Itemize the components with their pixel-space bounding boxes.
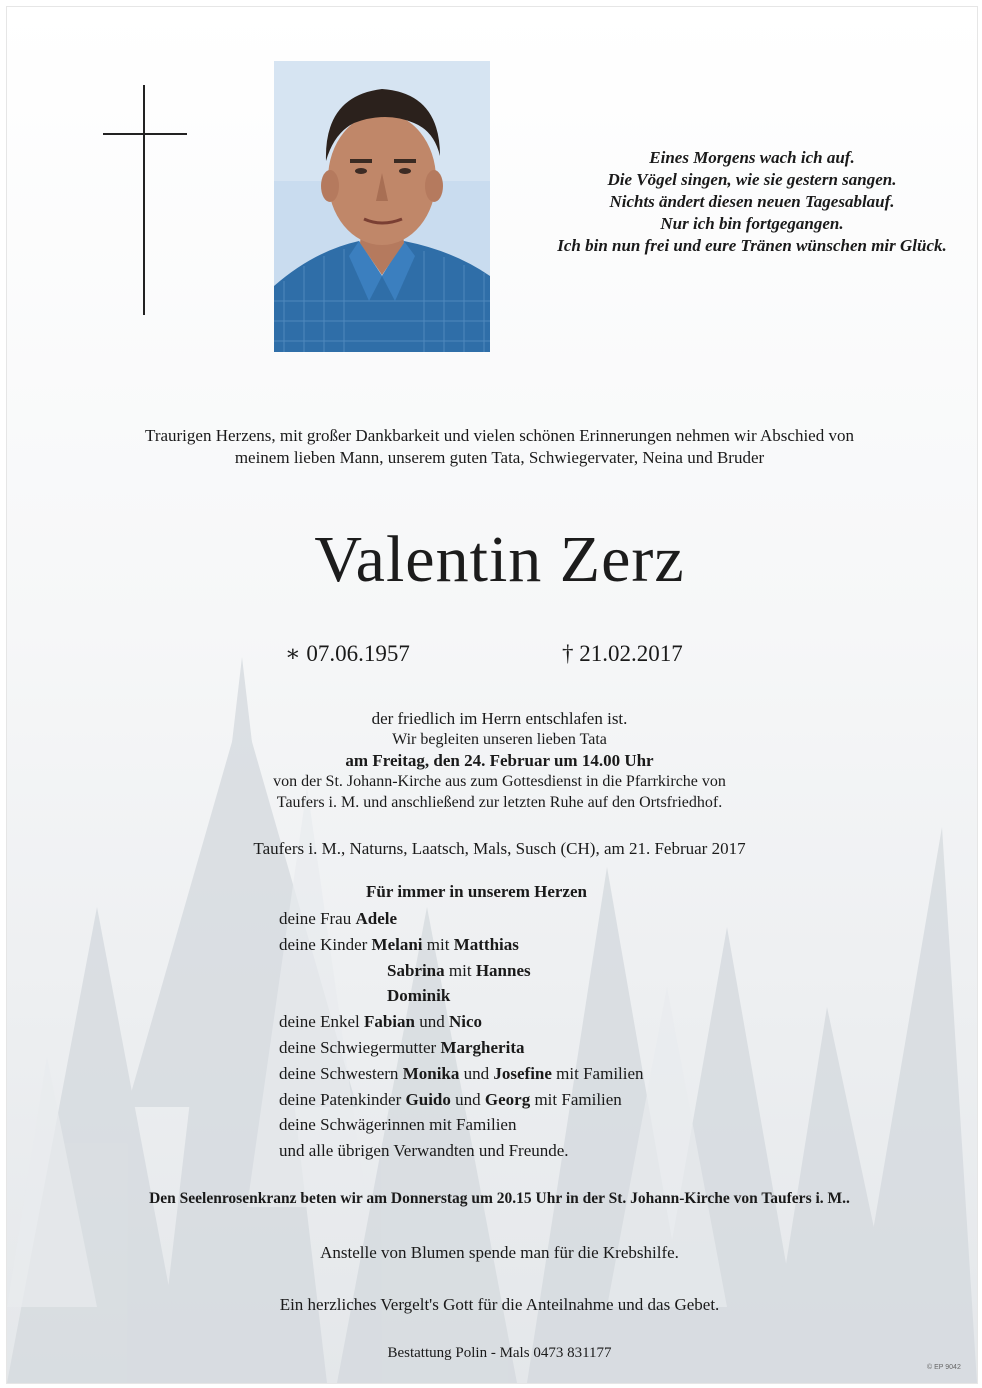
poem-line: Eines Morgens wach ich auf.	[649, 148, 855, 167]
mourner-text: mit	[422, 934, 454, 954]
mourner-text: deine Frau	[279, 909, 356, 928]
mourners-list	[279, 906, 644, 1164]
mourner-text: deine Schwägerinnen mit Familien	[279, 1115, 517, 1135]
mourner-text: und	[459, 1063, 494, 1083]
donation-notice: Anstelle von Blumen spende man für die Krebshilfe.	[320, 1243, 679, 1262]
mourner-name: Fabian	[363, 1012, 415, 1032]
mourners-title: Für immer in unserem Herzen	[366, 882, 587, 901]
rosary-notice: Den Seelenrosenkranz beten wir am Donnerstag um 20.15 Uhr in der St. Johann-Kirche von Taufers i. M..	[149, 1190, 850, 1207]
print-code: © EP 9042	[927, 1364, 961, 1371]
mourner-name: Josefine	[493, 1063, 552, 1083]
mourner-row	[279, 1009, 644, 1035]
mourner-row	[279, 1112, 644, 1138]
portrait-photo	[274, 61, 490, 352]
mourner-text: deine Enkel	[279, 1012, 364, 1032]
mourner-row	[279, 1061, 644, 1087]
funeral-line: Wir begleiten unseren lieben Tata	[392, 731, 607, 748]
deceased-name: Valentin Zerz	[314, 523, 685, 596]
mourner-name: Margherita	[440, 1037, 525, 1057]
cross-icon-horizontal	[103, 133, 187, 135]
mourner-text: deine Schwestern	[279, 1063, 403, 1083]
poem-line: Die Vögel singen, wie sie gestern sangen.	[607, 170, 897, 189]
mourner-row	[279, 1035, 644, 1061]
mourner-row	[279, 1087, 644, 1113]
place-date: Taufers i. M., Naturns, Laatsch, Mals, Susch (CH), am 21. Februar 2017	[253, 839, 746, 858]
mourner-row	[279, 1138, 644, 1164]
mourner-text: deine Schwiegermutter	[279, 1037, 441, 1057]
mourner-name: Melani	[371, 934, 423, 954]
intro-text	[7, 425, 978, 469]
mourner-name: Guido	[405, 1089, 451, 1109]
mourner-name: Hannes	[475, 960, 531, 980]
mourner-text: deine Patenkinder	[279, 1089, 406, 1109]
funeral-datetime: am Freitag, den 24. Februar um 14.00 Uhr	[345, 751, 654, 770]
mourner-name: Georg	[484, 1089, 531, 1109]
mourner-name: Nico	[449, 1012, 483, 1032]
mourner-name: Matthias	[453, 934, 519, 954]
poem-line: Ich bin nun frei und eure Tränen wünschen mir Glück.	[557, 236, 947, 255]
mourner-text: mit	[444, 960, 476, 980]
mourner-text: mit Familien	[551, 1063, 644, 1083]
funeral-line: Taufers i. M. und anschließend zur letzten Ruhe auf den Ortsfriedhof.	[276, 794, 723, 811]
birth-date: ∗ 07.06.1957	[285, 641, 410, 666]
mourner-text: und alle übrigen Verwandten und Freunde.	[279, 1141, 569, 1161]
cross-icon-vertical	[143, 85, 145, 315]
mourner-row	[279, 958, 644, 984]
mourner-text: und	[450, 1089, 485, 1109]
mourner-text: deine Kinder	[279, 934, 372, 954]
funeral-line: von der St. Johann-Kirche aus zum Gottesdienst in die Pfarrkirche von	[273, 773, 726, 790]
funeral-line: der friedlich im Herrn entschlafen ist.	[371, 709, 628, 728]
mourner-row	[279, 983, 644, 1009]
mourner-row	[279, 932, 644, 958]
funeral-info	[7, 708, 978, 813]
death-date: † 21.02.2017	[562, 641, 683, 666]
mourner-name: Monika	[402, 1063, 460, 1083]
mourner-name: Dominik	[387, 986, 451, 1006]
poem	[507, 147, 978, 257]
poem-line: Nur ich bin fortgegangen.	[660, 214, 844, 233]
mourner-name: Adele	[355, 909, 398, 928]
thanks-notice: Ein herzliches Vergelt's Gott für die Anteilnahme und das Gebet.	[279, 1295, 720, 1314]
intro-line: Traurigen Herzens, mit großer Dankbarkeit und vielen schönen Erinnerungen nehmen wir Abschied von	[145, 426, 854, 445]
mourner-name: Sabrina	[387, 960, 445, 980]
undertaker-info: Bestattung Polin - Mals 0473 831177	[387, 1345, 612, 1361]
mourner-text: mit Familien	[530, 1089, 622, 1109]
intro-line: meinem lieben Mann, unserem guten Tata, Schwiegervater, Neina und Bruder	[234, 448, 765, 467]
mourner-row	[279, 906, 644, 932]
mourner-text: und	[415, 1012, 449, 1032]
obituary-page	[6, 6, 978, 1384]
poem-line: Nichts ändert diesen neuen Tagesablauf.	[609, 192, 895, 211]
